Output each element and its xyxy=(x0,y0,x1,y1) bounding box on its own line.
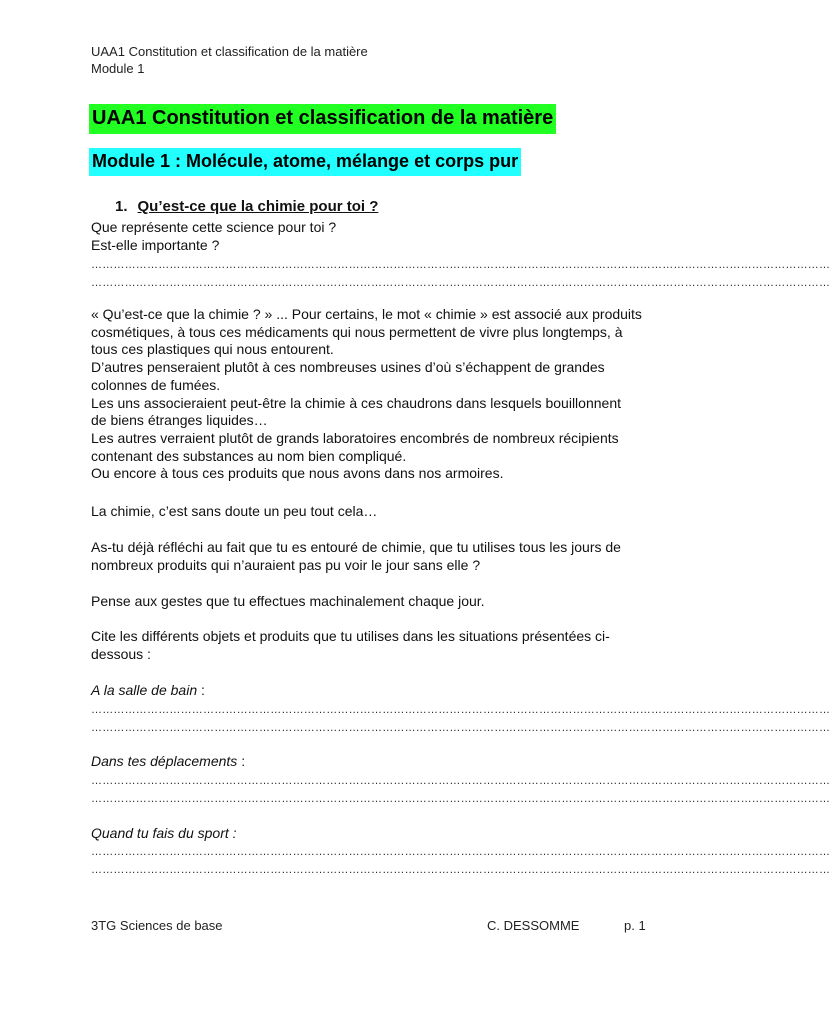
paragraph-line: Cite les différents objets et produits que tu utilises dans les situations présentées ci- xyxy=(91,628,610,644)
paragraph-instructions xyxy=(91,628,691,663)
answer-line: ……………………………………………………………………………………………………………………………………………………………………………… xyxy=(91,722,830,734)
situation-label-sport xyxy=(91,824,237,842)
answer-line: ……………………………………………………………………………………………………………………………………………………………………………… xyxy=(91,864,830,876)
answer-line: ……………………………………………………………………………………………………………………………………………………………………………… xyxy=(91,793,830,805)
paragraph-line: colonnes de fumées. xyxy=(91,376,221,393)
running-header-title: UAA1 Constitution et classification de la matière xyxy=(91,44,368,59)
paragraph-line: nombreux produits qui n’auraient pas pu voir le jour sans elle ? xyxy=(91,556,481,573)
running-header-module: Module 1 xyxy=(91,61,145,76)
paragraph-line: Les uns associeraient peut-être la chimie à ces chaudrons dans lesquels bouillonnent xyxy=(91,394,621,411)
situation-label-text: A la salle de bain xyxy=(91,682,198,698)
paragraph-line: La chimie, c’est sans doute un peu tout cela… xyxy=(91,503,378,519)
paragraph-line: Ou encore à tous ces produits que nous avons dans nos armoires. xyxy=(91,465,504,482)
situation-label-travel xyxy=(91,752,245,770)
situation-label-suffix: : xyxy=(197,682,205,698)
situation-label-text: Dans tes déplacements xyxy=(91,753,238,769)
paragraph-gestures xyxy=(91,593,691,611)
intro-paragraph xyxy=(91,306,691,483)
answer-line: ……………………………………………………………………………………………………………………………………………………………………………… xyxy=(91,775,830,787)
paragraph-line: cosmétiques, à tous ces médicaments qui nous permettent de vivre plus longtemps, à xyxy=(91,323,623,340)
answer-line: ……………………………………………………………………………………………………………………………………………………………………………… xyxy=(91,259,830,271)
paragraph-line: As-tu déjà réfléchi au fait que tu es entouré de chimie, que tu utilises tous les jours de xyxy=(91,539,621,555)
question-2: Est-elle importante ? xyxy=(91,237,220,253)
section-heading xyxy=(115,198,378,216)
answer-line: ……………………………………………………………………………………………………………………………………………………………………………… xyxy=(91,277,830,289)
paragraph-line: de biens étranges liquides… xyxy=(91,412,268,429)
footer-course: 3TG Sciences de base xyxy=(91,918,223,933)
document-title: UAA1 Constitution et classification de la matière xyxy=(89,104,556,134)
footer-page-number: p. 1 xyxy=(624,918,646,933)
module-title: Module 1 : Molécule, atome, mélange et corps pur xyxy=(89,148,521,176)
section-label: Qu’est-ce que la chimie pour toi ? xyxy=(137,198,379,215)
paragraph-line: D’autres penseraient plutôt à ces nombreuses usines d’où s’échappent de grandes xyxy=(91,359,605,376)
paragraph-chimie xyxy=(91,503,691,521)
answer-line: ……………………………………………………………………………………………………………………………………………………………………………… xyxy=(91,846,830,858)
situation-label-suffix: : xyxy=(237,753,246,769)
answer-line: ……………………………………………………………………………………………………………………………………………………………………………… xyxy=(91,704,830,716)
situation-label-text: Quand tu fais du sport : xyxy=(91,825,237,841)
paragraph-line: Pense aux gestes que tu effectues machinalement chaque jour. xyxy=(91,593,485,609)
paragraph-reflection xyxy=(91,539,691,574)
paragraph-line: dessous : xyxy=(91,645,151,662)
situation-label-bathroom xyxy=(91,681,205,699)
paragraph-line: Les autres verraient plutôt de grands laboratoires encombrés de nombreux récipients xyxy=(91,429,619,446)
paragraph-line: tous ces plastiques qui nous entourent. xyxy=(91,341,334,358)
paragraph-line: « Qu’est-ce que la chimie ? » ... Pour certains, le mot « chimie » est associé aux produits xyxy=(91,306,642,322)
paragraph-line: contenant des substances au nom bien compliqué. xyxy=(91,447,407,464)
section-number: 1. xyxy=(115,198,128,215)
footer-author: C. DESSOMME xyxy=(487,918,580,933)
question-1: Que représente cette science pour toi ? xyxy=(91,219,337,235)
